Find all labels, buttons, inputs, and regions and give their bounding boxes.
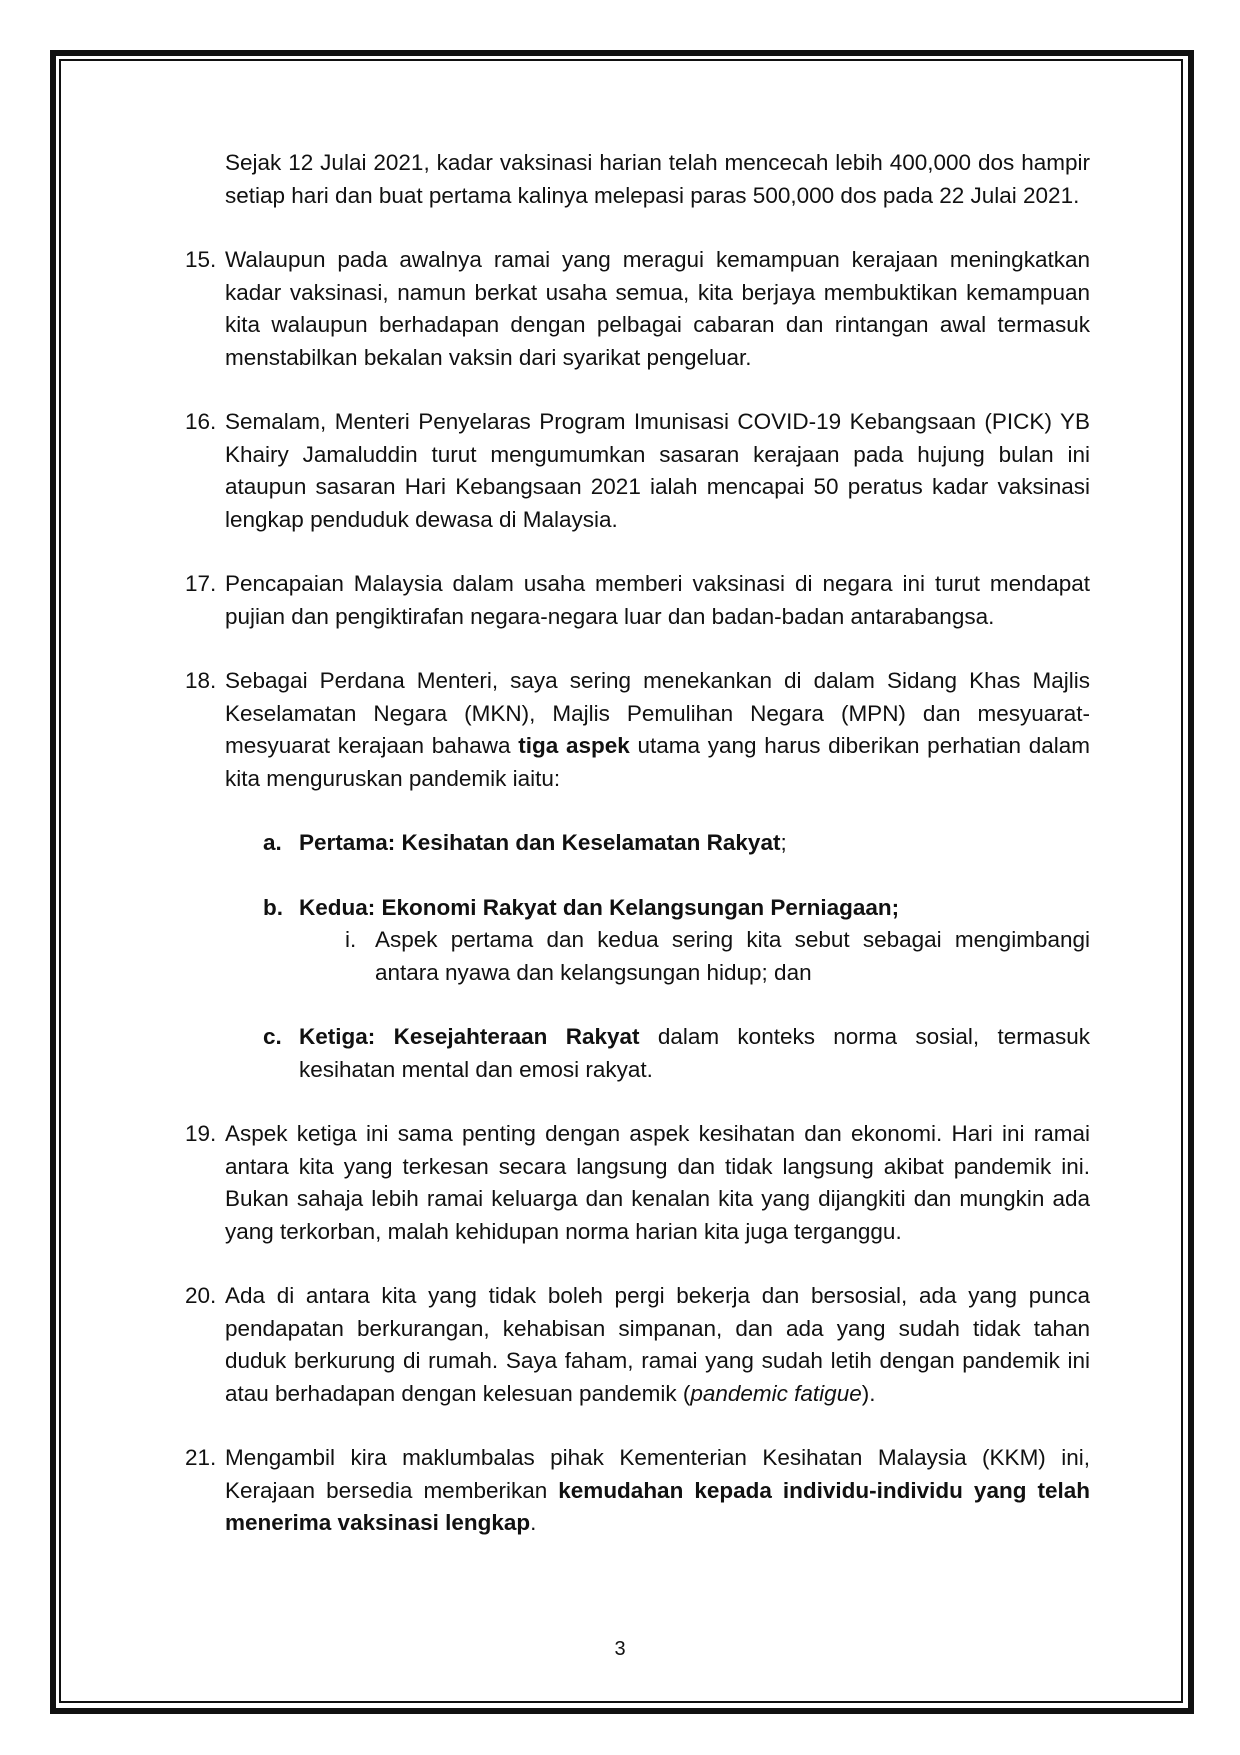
paragraph-text: utama yang harus diberikan perhatian dalam kita menguruskan pandemik iaitu: bbox=[225, 733, 1090, 791]
list-item-text: ; bbox=[780, 830, 787, 855]
paragraph-text: Sebagai Perdana Menteri, saya sering menekankan di dalam Sidang Khas Majlis Keselamatan Negara (MKN), Majlis Pemulihan Negara (MPN) dan mesyuarat-mesyuarat kerajaan bahawa bbox=[225, 668, 1090, 758]
paragraph-text: Pencapaian Malaysia dalam usaha memberi vaksinasi di negara ini turut mendapat pujian dan pengiktirafan negara-negara luar dan badan-badan antarabangsa. bbox=[225, 571, 1090, 629]
paragraph-text: Ada di antara kita yang tidak boleh pergi bekerja dan bersosial, ada yang punca pendapatan berkurangan, kehabisan simpanan, dan ada yang sudah tidak tahan duduk berkurung di rumah. Saya faham, ramai yang sudah letih dengan pandemik ini atau berhadapan dengan kelesuan pandemik ( bbox=[225, 1283, 1090, 1406]
document-body bbox=[185, 147, 1090, 1572]
list-letter: c. bbox=[263, 1024, 282, 1049]
paragraph-text: Sejak 12 Julai 2021, kadar vaksinasi harian telah mencecah lebih 400,000 dos hampir setiap hari dan buat pertama kalinya melepasi paras 500,000 dos pada 22 Julai 2021. bbox=[225, 150, 1090, 208]
list-item-c bbox=[263, 1021, 1090, 1086]
list-item-a bbox=[263, 827, 1090, 860]
paragraph-18 bbox=[185, 665, 1090, 795]
paragraph-number: 15. bbox=[185, 247, 217, 272]
list-letter: b. bbox=[263, 894, 283, 920]
paragraph-16 bbox=[185, 406, 1090, 536]
paragraph-number: 20. bbox=[185, 1283, 217, 1308]
paragraph-text: Mengambil kira maklumbalas pihak Kementerian Kesihatan Malaysia (KKM) ini, Kerajaan bersedia memberikan bbox=[225, 1445, 1090, 1503]
page-number: 3 bbox=[614, 1638, 626, 1660]
paragraph-number: 18. bbox=[185, 668, 217, 693]
list-item-text: dalam konteks norma sosial, termasuk kesihatan mental dan emosi rakyat. bbox=[299, 1024, 1090, 1082]
list-item-text: Aspek pertama dan kedua sering kita sebut sebagai mengimbangi antara nyawa dan kelangsungan hidup; dan bbox=[375, 927, 1090, 985]
paragraph-17 bbox=[185, 568, 1090, 633]
paragraph-number: 21. bbox=[185, 1445, 217, 1470]
paragraph-text: . bbox=[530, 1510, 537, 1535]
list-item-heading: Ketiga: Kesejahteraan Rakyat bbox=[299, 1024, 640, 1049]
emphasis-text: tiga aspek bbox=[518, 733, 630, 758]
list-roman-number: i. bbox=[345, 927, 357, 952]
list-item-b bbox=[263, 892, 1090, 925]
paragraph-intro-continued bbox=[185, 147, 1090, 212]
paragraph-text: Aspek ketiga ini sama penting dengan aspek kesihatan dan ekonomi. Hari ini ramai antara kita yang terkesan secara langsung dan tidak langsung akibat pandemik ini. Bukan sahaja lebih ramai keluarga dan kenalan kita yang dijangkiti dan mungkin ada yang terkorban, malah kehidupan norma harian kita juga terganggu. bbox=[225, 1121, 1090, 1244]
list-letter: a. bbox=[263, 830, 282, 855]
paragraph-21 bbox=[185, 1442, 1090, 1540]
list-item-b-i bbox=[339, 924, 1090, 989]
list-item-heading: Kedua: Ekonomi Rakyat dan Kelangsungan Perniagaan; bbox=[299, 894, 900, 920]
paragraph-number: 19. bbox=[185, 1121, 217, 1146]
paragraph-text: Semalam, Menteri Penyelaras Program Imunisasi COVID-19 Kebangsaan (PICK) YB Khairy Jamaluddin turut mengumumkan sasaran kerajaan pada hujung bulan ini ataupun sasaran Hari Kebangsaan 2021 ialah mencapai 50 peratus kadar vaksinasi lengkap penduduk dewasa di Malaysia. bbox=[225, 409, 1090, 532]
italic-term: pandemic fatigue bbox=[690, 1380, 862, 1406]
paragraph-20 bbox=[185, 1280, 1090, 1410]
paragraph-19 bbox=[185, 1118, 1090, 1248]
paragraph-15 bbox=[185, 244, 1090, 374]
emphasis-text: kemudahan kepada individu-individu yang telah menerima vaksinasi lengkap bbox=[225, 1477, 1090, 1535]
aspects-list bbox=[263, 827, 1090, 1086]
paragraph-text: ). bbox=[861, 1380, 876, 1406]
paragraph-number: 16. bbox=[185, 409, 217, 434]
paragraph-text: Walaupun pada awalnya ramai yang meragui kemampuan kerajaan meningkatkan kadar vaksinasi, namun berkat usaha semua, kita berjaya membuktikan kemampuan kita walaupun berhadapan dengan pelbagai cabaran dan rintangan awal termasuk menstabilkan bekalan vaksin dari syarikat pengeluar. bbox=[225, 247, 1090, 370]
list-item-heading: Pertama: Kesihatan dan Keselamatan Rakyat bbox=[299, 830, 781, 855]
paragraph-number: 17. bbox=[185, 571, 217, 596]
